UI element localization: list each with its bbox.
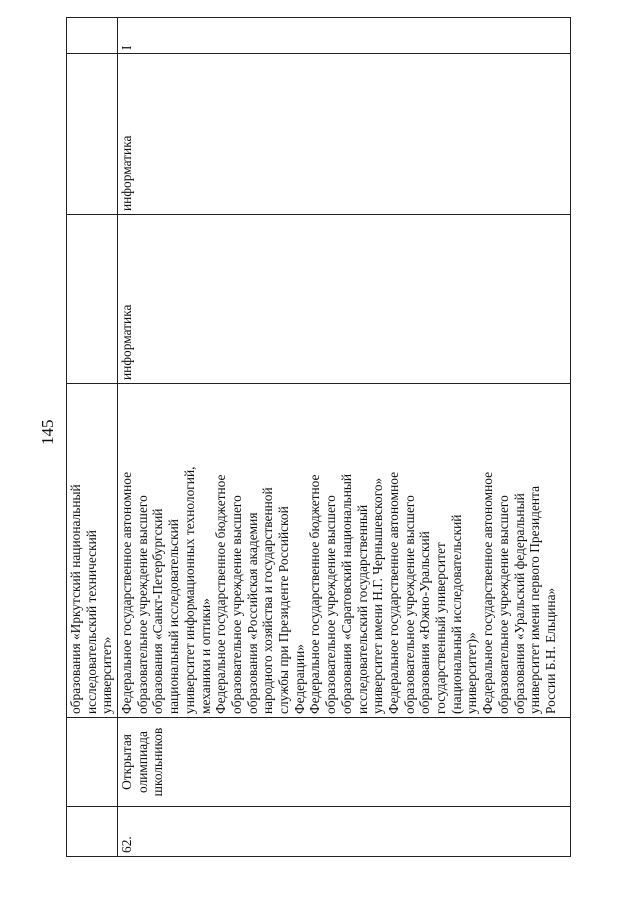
organizer-line: России Б.Н. Ельцина» <box>542 587 558 714</box>
carryover-line: исследовательский технический <box>83 530 99 714</box>
cell-profile-empty <box>67 215 118 384</box>
olympiad-table <box>66 17 571 857</box>
cell-subject-empty <box>67 54 118 215</box>
organizer-line: образования «Российская академия <box>244 512 260 714</box>
olympiad-name-cell <box>118 718 571 807</box>
organizer-line: Федеральное государственное автономное <box>385 471 401 714</box>
organizers-cell <box>118 384 571 718</box>
cell-number-empty <box>67 807 118 857</box>
olympiad-name: Открытая олимпиада школьников <box>119 727 166 797</box>
organizer-line: образования «Южно-Уральский <box>417 531 433 714</box>
organizer-line: (национальный исследовательский <box>448 514 464 714</box>
organizer-line: образовательное учреждение высшего <box>401 495 417 714</box>
organizer-line: государственный университет <box>433 542 449 714</box>
organizer-line: службы при Президенте Российской <box>276 506 292 714</box>
subject-cell: информатика <box>118 54 571 215</box>
organizer-line: университет имени Н.Г. Чернышевского» <box>370 477 386 714</box>
organizer-line: народного хозяйства и государственной <box>260 487 276 714</box>
organizer-line: исследовательский государственный <box>354 504 370 714</box>
organizer-line: образования «Уральский федеральный <box>511 493 527 714</box>
table-row-carryover <box>67 18 118 857</box>
organizer-line: Федерации» <box>291 644 307 714</box>
profile-cell: информатика <box>118 215 571 384</box>
organizer-line: образовательное учреждение высшего <box>228 495 244 714</box>
organizer-line: университет)» <box>464 632 480 714</box>
row-number: 62. <box>118 807 571 857</box>
organizer-line: Федеральное государственное автономное <box>480 471 496 714</box>
organizer-line: образовательное учреждение высшего <box>495 495 511 714</box>
carryover-line: университет» <box>99 636 115 714</box>
organizer-line: Федеральное государственное автономное <box>119 471 134 714</box>
organizer-line: университет имени первого Президента <box>527 485 543 714</box>
organizer-line: Федеральное государственное бюджетное <box>307 474 323 714</box>
cell-name-empty <box>67 718 118 807</box>
page-number: 145 <box>38 419 57 445</box>
organizer-line: Федеральное государственное бюджетное <box>213 474 229 714</box>
organizer-line: образования «Саратовский национальный <box>338 473 354 714</box>
carryover-line: образования «Иркутский национальный <box>68 484 83 714</box>
organizer-line: университет информационных технологий, <box>181 466 197 714</box>
olympiad-table-rotated <box>66 17 571 857</box>
organizer-line: механики и оптики» <box>197 598 213 714</box>
organizer-line: образовательное учреждение высшего <box>323 495 339 714</box>
organizer-line: национальный исследовательский <box>166 519 182 714</box>
organizer-line: образования «Санкт-Петербургский <box>150 508 166 714</box>
table-row-62 <box>118 18 571 857</box>
cell-orgs-carryover <box>67 384 118 718</box>
cell-level-empty <box>67 18 118 54</box>
level-cell: I <box>118 18 571 54</box>
organizer-line: образовательное учреждение высшего <box>134 495 150 714</box>
